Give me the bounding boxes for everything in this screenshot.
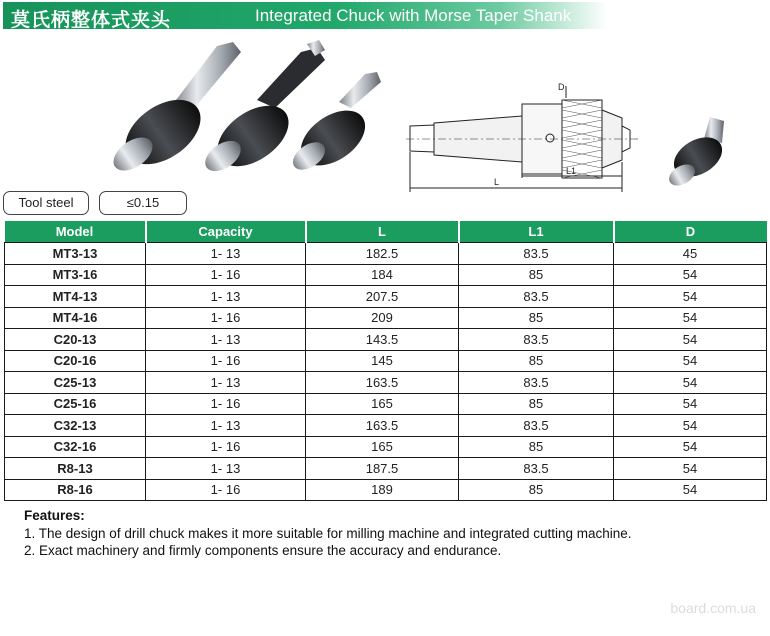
cell-l: 207.5 bbox=[306, 286, 459, 308]
cell-l1: 85 bbox=[459, 307, 614, 329]
cell-l1: 85 bbox=[459, 393, 614, 415]
cell-l: 163.5 bbox=[306, 372, 459, 394]
cell-d: 54 bbox=[614, 329, 767, 351]
features-section bbox=[24, 507, 632, 560]
table-row bbox=[5, 243, 767, 265]
title-banner bbox=[3, 2, 608, 29]
chuck-small-photo bbox=[664, 113, 734, 193]
cell-capacity: 1- 13 bbox=[146, 458, 306, 480]
feature-item: 2. Exact machinery and firmly components ensure the accuracy and endurance. bbox=[24, 543, 502, 558]
cell-capacity: 1- 16 bbox=[146, 479, 306, 501]
cell-l: 184 bbox=[306, 264, 459, 286]
cell-l1: 83.5 bbox=[459, 243, 614, 265]
table-row bbox=[5, 458, 767, 480]
cell-l1: 85 bbox=[459, 436, 614, 458]
cell-model: C25-13 bbox=[5, 372, 146, 394]
table-row bbox=[5, 436, 767, 458]
cell-model: C20-16 bbox=[5, 350, 146, 372]
cell-l1: 83.5 bbox=[459, 329, 614, 351]
table-row bbox=[5, 307, 767, 329]
cell-capacity: 1- 13 bbox=[146, 372, 306, 394]
cell-model: MT3-16 bbox=[5, 264, 146, 286]
chuck-product-photos bbox=[95, 38, 395, 178]
cell-l: 189 bbox=[306, 479, 459, 501]
cell-l: 187.5 bbox=[306, 458, 459, 480]
specification-table bbox=[4, 221, 767, 501]
cell-d: 54 bbox=[614, 479, 767, 501]
cell-model: R8-13 bbox=[5, 458, 146, 480]
cell-capacity: 1- 13 bbox=[146, 243, 306, 265]
table-row bbox=[5, 393, 767, 415]
cell-model: C32-13 bbox=[5, 415, 146, 437]
table-body bbox=[5, 243, 767, 501]
cell-d: 54 bbox=[614, 393, 767, 415]
cell-l: 143.5 bbox=[306, 329, 459, 351]
table-row bbox=[5, 372, 767, 394]
cell-l: 165 bbox=[306, 393, 459, 415]
cell-l: 165 bbox=[306, 436, 459, 458]
cell-l1: 83.5 bbox=[459, 458, 614, 480]
cell-d: 54 bbox=[614, 286, 767, 308]
cell-model: C20-13 bbox=[5, 329, 146, 351]
cell-l1: 83.5 bbox=[459, 286, 614, 308]
table-header-row bbox=[5, 221, 767, 243]
header-capacity: Capacity bbox=[146, 221, 306, 243]
cell-model: MT4-13 bbox=[5, 286, 146, 308]
table-row bbox=[5, 286, 767, 308]
cell-capacity: 1- 16 bbox=[146, 264, 306, 286]
cell-model: C32-16 bbox=[5, 436, 146, 458]
cell-l1: 85 bbox=[459, 479, 614, 501]
cell-l1: 85 bbox=[459, 264, 614, 286]
cell-capacity: 1- 16 bbox=[146, 393, 306, 415]
table-row bbox=[5, 415, 767, 437]
cell-l: 182.5 bbox=[306, 243, 459, 265]
cell-d: 45 bbox=[614, 243, 767, 265]
header-l: L bbox=[306, 221, 459, 243]
cell-model: C25-16 bbox=[5, 393, 146, 415]
table-row bbox=[5, 329, 767, 351]
cell-capacity: 1- 13 bbox=[146, 286, 306, 308]
cell-l: 163.5 bbox=[306, 415, 459, 437]
cell-l1: 83.5 bbox=[459, 415, 614, 437]
drawing-label-l: L bbox=[494, 177, 500, 187]
chuck-photo-3 bbox=[288, 72, 381, 177]
cell-d: 54 bbox=[614, 436, 767, 458]
cell-model: MT3-13 bbox=[5, 243, 146, 265]
title-english: Integrated Chuck with Morse Taper Shank bbox=[255, 6, 572, 25]
cell-d: 54 bbox=[614, 307, 767, 329]
cell-l: 209 bbox=[306, 307, 459, 329]
watermark: board.com.ua bbox=[670, 600, 756, 616]
cell-d: 54 bbox=[614, 458, 767, 480]
feature-item: 1. The design of drill chuck makes it more suitable for milling machine and integrated cutting machine. bbox=[24, 525, 632, 541]
cell-model: MT4-16 bbox=[5, 307, 146, 329]
cell-l: 145 bbox=[306, 350, 459, 372]
header-model: Model bbox=[5, 221, 146, 243]
cell-l1: 85 bbox=[459, 350, 614, 372]
cell-capacity: 1- 16 bbox=[146, 436, 306, 458]
title-chinese: 莫氏柄整体式夹头 bbox=[11, 9, 172, 31]
accuracy-tag: ≤0.15 bbox=[99, 191, 187, 215]
cell-d: 54 bbox=[614, 415, 767, 437]
cell-d: 54 bbox=[614, 350, 767, 372]
drawing-label-d: D bbox=[558, 82, 565, 92]
table-row bbox=[5, 350, 767, 372]
header-l1: L1 bbox=[459, 221, 614, 243]
cell-d: 54 bbox=[614, 372, 767, 394]
header-d: D bbox=[614, 221, 767, 243]
cell-l1: 83.5 bbox=[459, 372, 614, 394]
features-title: Features: bbox=[24, 508, 85, 523]
cell-capacity: 1- 16 bbox=[146, 350, 306, 372]
material-tag: Tool steel bbox=[3, 191, 89, 215]
cell-d: 54 bbox=[614, 264, 767, 286]
cell-capacity: 1- 13 bbox=[146, 329, 306, 351]
cell-capacity: 1- 13 bbox=[146, 415, 306, 437]
drawing-label-l1: L1 bbox=[566, 166, 577, 176]
table-row bbox=[5, 264, 767, 286]
cell-model: R8-16 bbox=[5, 479, 146, 501]
cell-capacity: 1- 16 bbox=[146, 307, 306, 329]
table-row bbox=[5, 479, 767, 501]
chuck-technical-drawing bbox=[404, 78, 654, 198]
